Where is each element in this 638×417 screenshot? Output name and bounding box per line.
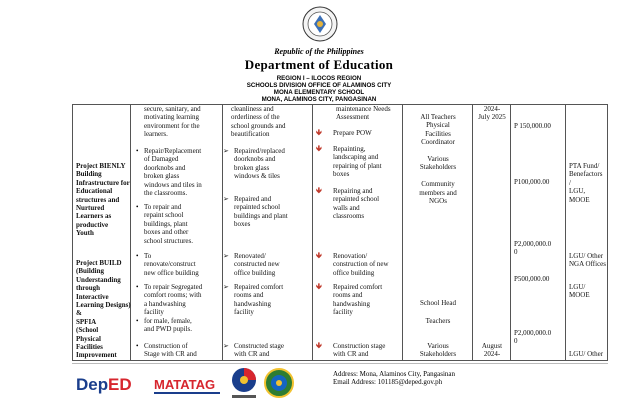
department-title: Department of Education bbox=[244, 57, 394, 72]
republic-line: Republic of the Philippines bbox=[274, 47, 364, 56]
fund-source: LGU/ Other bbox=[569, 350, 604, 358]
city-line: MONA, ALAMINOS CITY, PANGASINAN bbox=[261, 96, 377, 103]
document-header bbox=[0, 0, 638, 104]
region-line: REGION I – ILOCOS REGION bbox=[276, 75, 362, 82]
output-item: Repaired and repainted school buildings and plant boxes bbox=[234, 195, 288, 229]
output-item: Repaired comfort rooms and handwashing facility bbox=[234, 283, 284, 317]
activity-item: Construction stage with CR and bbox=[333, 342, 386, 359]
persons-involved: School Head bbox=[420, 299, 456, 307]
arrow-bullet-icon: 🡻 bbox=[316, 251, 322, 260]
svg-text:MATATAG: MATATAG bbox=[154, 377, 216, 392]
arrow-bullet-icon: 🡻 bbox=[316, 282, 322, 291]
col-line bbox=[222, 104, 223, 360]
fund-source: LGU/ Other NGA Offices bbox=[569, 252, 607, 269]
time-frame: August 2024- bbox=[481, 342, 503, 359]
activity-item: Prepare POW bbox=[333, 129, 372, 137]
persons-involved: All Teachers Physical Facilities Coordinator Various Stakeholders Community members and NGOs bbox=[419, 113, 457, 206]
fund-source: PTA Fund/ Benefactors / LGU, MOOE bbox=[569, 162, 603, 204]
persons-involved: Various Stakeholders bbox=[419, 342, 457, 359]
svg-text:Dep: Dep bbox=[76, 375, 109, 394]
budget-amount: P100,000.00 bbox=[514, 178, 550, 186]
objective-item: for male, female, and PWD pupils. bbox=[144, 317, 193, 334]
col-line bbox=[607, 104, 608, 360]
bagong-pilipinas-logo bbox=[230, 367, 258, 401]
output-item: Constructed stage with CR and bbox=[234, 342, 284, 359]
school-line: MONA ELEMENTARY SCHOOL bbox=[273, 89, 365, 96]
triangle-bullet-icon: ➢ bbox=[223, 342, 229, 350]
round-bullet-icon: • bbox=[136, 252, 139, 260]
objective-item: Repair/Replacement of Damaged doorknobs and broken glass windows and tiles in the classrooms. bbox=[144, 147, 202, 198]
output-item: Renovated/ constructed new office building bbox=[234, 252, 280, 277]
objective-item: To repair and repaint school buildings, plant boxes and other school structures. bbox=[144, 203, 193, 245]
col-line bbox=[312, 104, 313, 360]
round-bullet-icon: • bbox=[136, 147, 139, 155]
deped-seal-icon bbox=[302, 6, 338, 42]
time-frame: 2024- July 2025 bbox=[478, 105, 506, 122]
budget-amount: P2,000,000.0 0 bbox=[514, 329, 552, 346]
arrow-bullet-icon: 🡻 bbox=[316, 128, 322, 137]
deped-logo bbox=[74, 372, 136, 398]
arrow-bullet-icon: 🡻 bbox=[316, 186, 322, 195]
col-line bbox=[72, 104, 73, 360]
triangle-bullet-icon: ➢ bbox=[223, 147, 229, 155]
output-item: Repaired/replaced doorknobs and broken glass windows & tiles bbox=[234, 147, 285, 181]
persons-involved: Teachers bbox=[425, 317, 451, 325]
round-bullet-icon: • bbox=[136, 317, 139, 325]
activity-text: maintenance Needs Assessment bbox=[336, 105, 391, 122]
objective-text: secure, sanitary, and motivating learning environment for the learners. bbox=[144, 105, 201, 139]
objective-item: Construction of Stage with CR and bbox=[144, 342, 197, 359]
round-bullet-icon: • bbox=[136, 283, 139, 291]
objective-item: To repair Segregated comfort rooms; with a handwashing facility bbox=[144, 283, 203, 317]
round-bullet-icon: • bbox=[136, 203, 139, 211]
budget-amount: P500,000.00 bbox=[514, 275, 550, 283]
project-bienly: Project BIENLY Building Infrastructure for Educational structures and Nurtured Learners as productive Youth bbox=[76, 162, 130, 238]
school-logo bbox=[264, 368, 294, 398]
col-line bbox=[565, 104, 566, 360]
output-text: cleanliness and orderliness of the school grounds and beautification bbox=[231, 105, 286, 139]
arrow-bullet-icon: 🡻 bbox=[316, 341, 322, 350]
objective-item: To renovate/construct new office building bbox=[144, 252, 199, 277]
activity-item: Repaired comfort rooms and handwashing facility bbox=[333, 283, 383, 317]
arrow-bullet-icon: 🡻 bbox=[316, 144, 322, 153]
footer-divider bbox=[72, 363, 608, 364]
svg-text:ED: ED bbox=[108, 375, 132, 394]
matatag-logo bbox=[152, 372, 222, 398]
activity-item: Repainting, landscaping and repairing of plant boxes bbox=[333, 145, 382, 179]
email-text: Email Address: 101185@deped.gov.ph bbox=[333, 378, 443, 386]
round-bullet-icon: • bbox=[136, 342, 139, 350]
activity-item: Renovation/ construction of new office building bbox=[333, 252, 389, 277]
triangle-bullet-icon: ➢ bbox=[223, 195, 229, 203]
division-line: SCHOOLS DIVISION OFFICE OF ALAMINOS CITY bbox=[246, 82, 392, 89]
triangle-bullet-icon: ➢ bbox=[223, 252, 229, 260]
col-line bbox=[402, 104, 403, 360]
col-line bbox=[510, 104, 511, 360]
budget-amount: P 150,000.00 bbox=[514, 122, 551, 130]
activity-item: Repairing and repainted school walls and classrooms bbox=[333, 187, 380, 221]
address-text: Address: Mona, Alaminos City, Pangasinan bbox=[333, 370, 456, 378]
project-build: Project BUILD (Building Understanding through Interactive Learning Designs) & SPFIA (School Physical Facilities Improvement bbox=[76, 259, 131, 360]
col-line bbox=[472, 104, 473, 360]
triangle-bullet-icon: ➢ bbox=[223, 283, 229, 291]
budget-amount: P2,000,000.0 0 bbox=[514, 240, 552, 257]
fund-source: LGU/ MOOE bbox=[569, 283, 590, 300]
